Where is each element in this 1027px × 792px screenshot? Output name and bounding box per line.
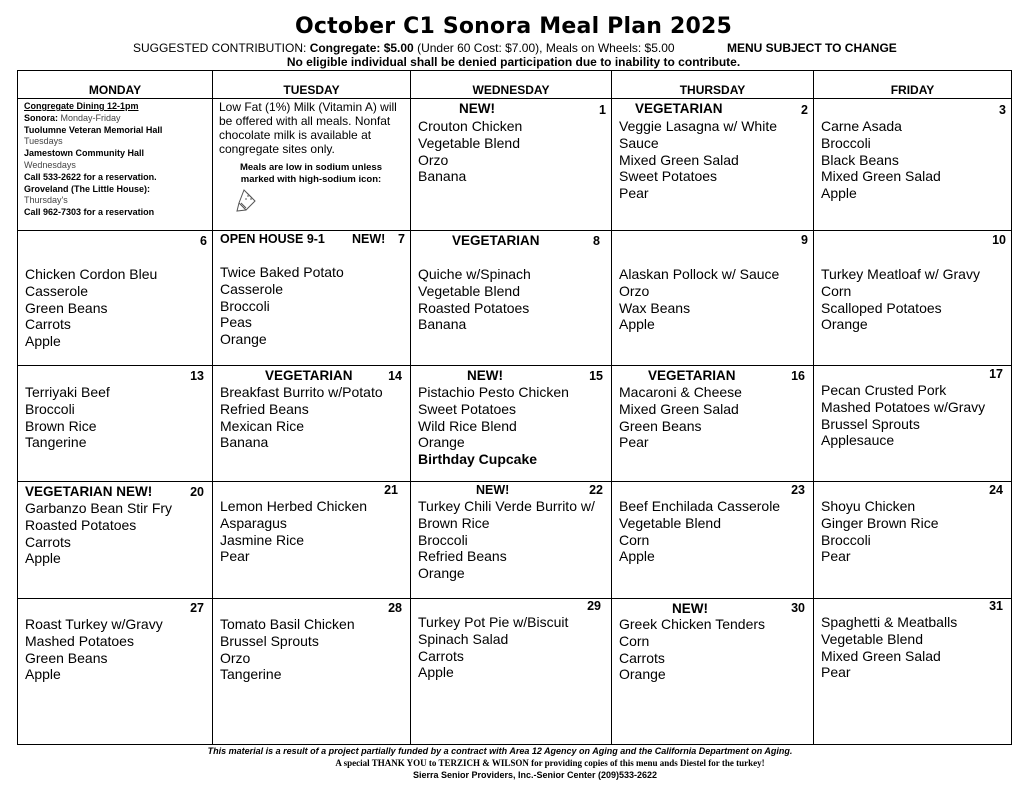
senior-center-contact: Sierra Senior Providers, Inc.-Senior Center (209)533-2622 — [412, 770, 658, 780]
day-cell-15 — [411, 366, 612, 482]
menu-item: Apple — [619, 548, 655, 565]
day-cell-29 — [411, 599, 612, 745]
new-tag: NEW! — [467, 368, 503, 383]
menu-item: Green Beans — [619, 417, 702, 434]
contribution-line — [133, 41, 675, 55]
no-eligible-notice: No eligible individual shall be denied participation due to inability to contribute. — [286, 55, 741, 69]
vegetarian-tag: VEGETARIAN — [635, 101, 723, 116]
menu-item: Pear — [619, 434, 649, 451]
day-number: 23 — [791, 483, 805, 497]
menu-item: Chicken Cordon Bleu — [25, 266, 158, 282]
menu-item: Breakfast Burrito w/Potato — [220, 384, 383, 400]
day-header-monday: MONDAY — [18, 71, 213, 99]
reservation-call-1: Call 533-2622 for a reservation. — [24, 171, 157, 182]
menu-items — [821, 118, 941, 202]
sonora-days: Monday-Friday — [60, 112, 121, 123]
day-cell-28 — [213, 599, 411, 745]
new-tag: NEW! — [672, 601, 708, 616]
menu-item: Tomato Basil Chicken — [220, 616, 355, 632]
milk-info-cell — [213, 99, 411, 231]
menu-item: Carrots — [25, 316, 71, 333]
menu-item: Applesauce — [821, 432, 895, 449]
menu-item: Turkey Chili Verde Burrito w/ — [418, 498, 595, 514]
menu-item: Corn — [619, 632, 650, 649]
day-number: 9 — [801, 233, 808, 247]
menu-item: Roasted Potatoes — [418, 299, 530, 316]
dining-title: Congregate Dining 12-1pm — [24, 101, 139, 111]
menu-item: Green Beans — [25, 299, 108, 316]
sonora-label: Sonora: — [24, 112, 59, 123]
menu-item: Garbanzo Bean Stir Fry — [25, 500, 173, 516]
menu-item: Spinach Salad — [418, 630, 509, 647]
menu-item: Vegetable Blend — [418, 134, 520, 151]
vegetarian-tag: VEGETARIAN — [452, 233, 540, 248]
menu-item: Orange — [821, 316, 868, 333]
day-number: 15 — [589, 369, 603, 383]
menu-item: Brown Rice — [25, 417, 97, 434]
day-cell-3 — [814, 99, 1012, 231]
menu-items — [25, 384, 110, 451]
day-cell-31 — [814, 599, 1012, 745]
jamestown-site: Jamestown Community Hall — [24, 148, 145, 159]
day-cell-1 — [411, 99, 612, 231]
menu-item: Ginger Brown Rice — [821, 514, 939, 531]
day-header-friday: FRIDAY — [814, 71, 1012, 99]
day-number: 21 — [384, 483, 398, 497]
menu-item: Carrots — [619, 649, 665, 666]
menu-item: Jasmine Rice — [220, 531, 305, 548]
contribution-congregate: Congregate: $5.00 — [309, 41, 414, 55]
day-number: 2 — [801, 103, 808, 117]
menu-item: Mixed Green Salad — [821, 168, 941, 185]
menu-item: Turkey Meatloaf w/ Gravy — [821, 266, 980, 282]
menu-item: Roasted Potatoes — [25, 516, 137, 533]
day-cell-17 — [814, 366, 1012, 482]
menu-item: Mashed Potatoes — [25, 632, 134, 649]
menu-items — [418, 614, 568, 681]
day-number: 24 — [989, 483, 1003, 497]
menu-item: Quiche w/Spinach — [418, 266, 531, 282]
menu-item: Carrots — [25, 533, 71, 550]
dining-info-cell — [18, 99, 213, 231]
menu-item: Broccoli — [25, 400, 75, 417]
menu-item: Apple — [418, 664, 454, 681]
day-number: 30 — [791, 601, 805, 615]
day-number: 13 — [190, 369, 204, 383]
day-cell-16 — [612, 366, 814, 482]
menu-item: Broccoli — [418, 531, 468, 548]
day-cell-13 — [18, 366, 213, 482]
sodium-notice — [213, 162, 409, 186]
menu-items — [220, 264, 344, 348]
menu-item: Orange — [418, 434, 465, 451]
day-number: 28 — [388, 601, 402, 615]
menu-item: Broccoli — [821, 134, 871, 151]
menu-items — [821, 498, 939, 565]
menu-item: Vegetable Blend — [418, 282, 520, 299]
day-cell-23 — [612, 482, 814, 599]
menu-item: Banana — [220, 434, 269, 451]
page-title: October C1 Sonora Meal Plan 2025 — [294, 14, 733, 39]
menu-item: Tangerine — [25, 434, 87, 451]
vegetarian-tag: VEGETARIAN — [265, 368, 353, 383]
contribution-wheels: Meals on Wheels: $5.00 — [545, 41, 675, 55]
menu-item: Pear — [821, 664, 851, 681]
menu-items — [418, 118, 522, 185]
menu-item: Mixed Green Salad — [619, 400, 739, 417]
menu-item: Black Beans — [821, 151, 899, 168]
menu-item: Green Beans — [25, 649, 108, 666]
thank-you-notice: A special THANK YOU to TERZICH & WILSON for providing copies of this menu ands Diestel for the turkey! — [335, 758, 765, 768]
milk-notice: Low Fat (1%) Milk (Vitamin A) will be offered with all meals. Nonfat chocolate milk is available at congregate sites only. — [219, 100, 397, 156]
menu-item: Sweet Potatoes — [418, 400, 517, 417]
day-cell-22 — [411, 482, 612, 599]
menu-item: Banana — [418, 316, 467, 333]
menu-item: Apple — [25, 666, 61, 683]
menu-item: Banana — [418, 168, 467, 185]
menu-item: Tangerine — [220, 666, 282, 683]
menu-items — [821, 266, 980, 333]
menu-item: Beef Enchilada Casserole — [619, 498, 781, 514]
day-number: 17 — [989, 367, 1003, 381]
day-cell-21 — [213, 482, 411, 599]
menu-item: Pear — [821, 548, 851, 565]
funding-notice: This material is a result of a project partially funded by a contract with Area 12 Agency on Aging and the California Department on Aging. — [207, 746, 793, 756]
menu-item: Pear — [619, 185, 649, 202]
menu-items — [25, 500, 172, 567]
birthday-cupcake: Birthday Cupcake — [418, 451, 538, 468]
menu-items — [220, 384, 383, 451]
menu-item: Orzo — [619, 282, 650, 299]
menu-item: Orzo — [220, 649, 251, 666]
menu-item: Corn — [821, 282, 852, 299]
day-number: 7 — [398, 232, 405, 246]
day-cell-7 — [213, 231, 411, 366]
menu-item: Refried Beans — [220, 400, 309, 417]
menu-item: Apple — [619, 316, 655, 333]
menu-item: Shoyu Chicken — [821, 498, 916, 514]
menu-items — [220, 498, 367, 565]
menu-item: Veggie Lasagna w/ White — [619, 118, 777, 134]
menu-item: Roast Turkey w/Gravy — [25, 616, 163, 632]
sodium-line-2: marked with high-sodium icon: — [240, 174, 382, 185]
tuolumne-days: Tuesdays — [24, 136, 63, 147]
menu-item: Turkey Pot Pie w/Biscuit — [418, 614, 569, 630]
day-number: 20 — [190, 485, 204, 499]
day-cell-2 — [612, 99, 814, 231]
menu-item: Carrots — [418, 647, 464, 664]
menu-item: Asparagus — [220, 514, 287, 531]
menu-items — [418, 498, 595, 582]
day-number: 8 — [593, 234, 600, 248]
day-cell-9 — [612, 231, 814, 366]
day-number: 1 — [599, 103, 606, 117]
menu-item: Mexican Rice — [220, 417, 305, 434]
menu-item: Corn — [619, 531, 650, 548]
menu-items — [619, 384, 742, 451]
day-number: 6 — [200, 234, 207, 248]
day-number: 22 — [589, 483, 603, 497]
menu-item: Vegetable Blend — [821, 630, 923, 647]
menu-item: Wax Beans — [619, 299, 691, 316]
menu-item: Mashed Potatoes w/Gravy — [821, 398, 986, 415]
menu-item: Refried Beans — [418, 548, 507, 565]
open-house-tag: OPEN HOUSE 9-1 — [220, 232, 325, 246]
menu-items — [619, 266, 779, 333]
menu-item: Mixed Green Salad — [619, 151, 739, 168]
menu-item: Orzo — [418, 151, 449, 168]
menu-items — [25, 266, 157, 350]
menu-item: Orange — [418, 565, 465, 582]
new-tag: NEW! — [476, 483, 510, 497]
day-cell-8 — [411, 231, 612, 366]
day-number: 27 — [190, 601, 204, 615]
jamestown-days: Wednesdays — [24, 159, 76, 170]
menu-items — [418, 266, 531, 333]
day-cell-14 — [213, 366, 411, 482]
menu-item: Terriyaki Beef — [25, 384, 110, 400]
menu-item: Twice Baked Potato — [220, 264, 344, 280]
vegetarian-new-tag: VEGETARIAN NEW! — [25, 484, 153, 499]
day-cell-10 — [814, 231, 1012, 366]
day-cell-27 — [18, 599, 213, 745]
day-header-thursday: THURSDAY — [612, 71, 814, 99]
day-header-tuesday: TUESDAY — [213, 71, 411, 99]
menu-item: Orange — [619, 666, 666, 683]
contribution-label: SUGGESTED CONTRIBUTION: — [133, 41, 307, 55]
menu-item: Pecan Crusted Pork — [821, 382, 947, 398]
calendar-table — [17, 70, 1012, 745]
menu-item: Scalloped Potatoes — [821, 299, 942, 316]
menu-item: Sauce — [619, 134, 659, 151]
groveland-site: Groveland (The Little House): — [24, 183, 151, 194]
day-cell-24 — [814, 482, 1012, 599]
menu-item: Crouton Chicken — [418, 118, 523, 134]
menu-item: Pear — [220, 548, 250, 565]
menu-item: Casserole — [25, 282, 89, 299]
menu-items — [619, 616, 765, 683]
salt-shaker-icon — [235, 187, 261, 213]
menu-items — [220, 616, 355, 683]
day-number: 31 — [989, 599, 1003, 613]
menu-item: Apple — [25, 333, 61, 350]
day-number: 14 — [388, 369, 402, 383]
sodium-line-1: Meals are low in sodium unless — [239, 162, 382, 173]
day-number: 16 — [791, 369, 805, 383]
day-header-wednesday: WEDNESDAY — [411, 71, 612, 99]
groveland-days: Thursday's — [24, 195, 68, 206]
menu-item: Greek Chicken Tenders — [619, 616, 766, 632]
day-number: 29 — [587, 599, 601, 613]
dining-info — [24, 101, 162, 219]
menu-item: Carne Asada — [821, 118, 902, 134]
new-tag: NEW! — [352, 232, 386, 246]
menu-items — [418, 384, 569, 468]
menu-item: Brussel Sprouts — [220, 632, 319, 649]
menu-item: Alaskan Pollock w/ Sauce — [619, 266, 780, 282]
menu-item: Lemon Herbed Chicken — [220, 498, 368, 514]
menu-item: Brown Rice — [418, 514, 490, 531]
menu-item: Spaghetti & Meatballs — [821, 614, 958, 630]
menu-item: Mixed Green Salad — [821, 647, 941, 664]
menu-items — [25, 616, 163, 683]
menu-item: Apple — [25, 550, 61, 567]
vegetarian-tag: VEGETARIAN — [648, 368, 736, 383]
day-number: 3 — [999, 103, 1006, 117]
menu-item: Sweet Potatoes — [619, 168, 718, 185]
menu-item: Orange — [220, 331, 267, 348]
menu-item: Brussel Sprouts — [821, 415, 920, 432]
menu-item: Macaroni & Cheese — [619, 384, 742, 400]
menu-items — [821, 614, 957, 681]
menu-items — [821, 382, 985, 449]
menu-items — [619, 498, 780, 565]
day-cell-6 — [18, 231, 213, 366]
menu-item: Broccoli — [220, 297, 270, 314]
menu-item: Casserole — [220, 280, 284, 297]
menu-item: Apple — [821, 185, 857, 202]
menu-subject-to-change: MENU SUBJECT TO CHANGE — [727, 41, 897, 55]
menu-item: Pistachio Pesto Chicken — [418, 384, 569, 400]
new-tag: NEW! — [459, 101, 495, 116]
menu-items — [619, 118, 777, 202]
contribution-under60: (Under 60 Cost: $7.00), — [417, 41, 543, 55]
menu-item: Vegetable Blend — [619, 514, 721, 531]
menu-item: Broccoli — [821, 531, 871, 548]
day-cell-20 — [18, 482, 213, 599]
menu-item: Peas — [220, 314, 252, 331]
tuolumne-site: Tuolumne Veteran Memorial Hall — [24, 124, 163, 135]
day-number: 10 — [992, 233, 1006, 247]
day-cell-30 — [612, 599, 814, 745]
menu-item: Wild Rice Blend — [418, 417, 517, 434]
reservation-call-2: Call 962-7303 for a reservation — [24, 207, 155, 218]
